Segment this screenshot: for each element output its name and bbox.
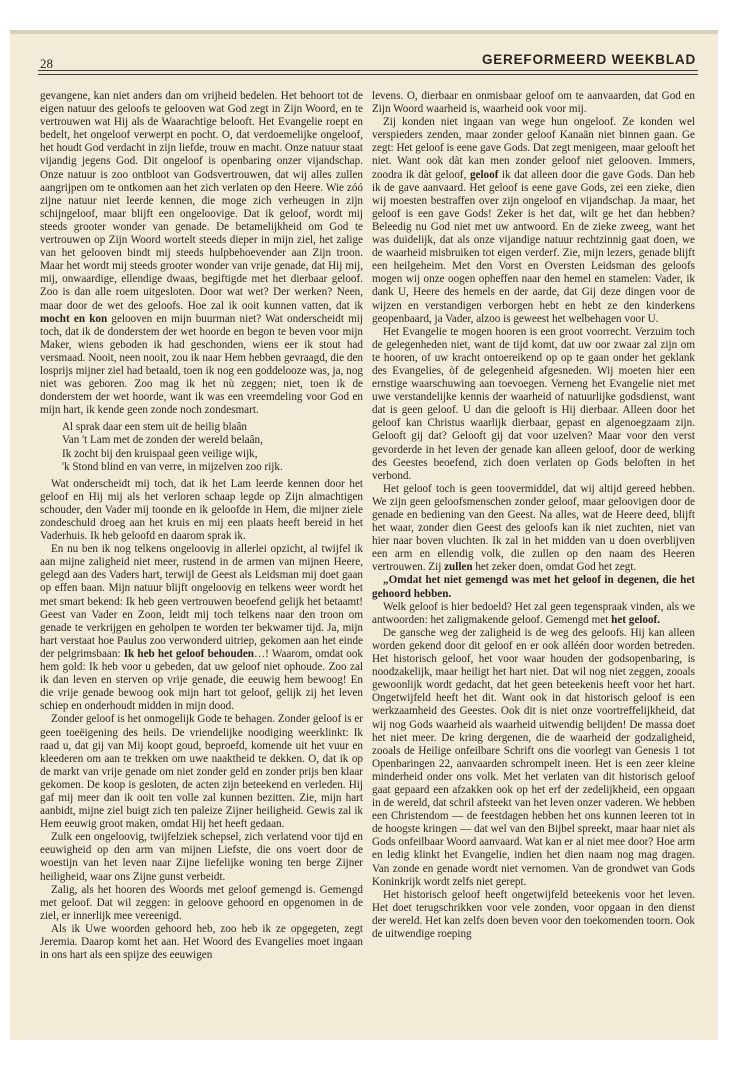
header-rule-thin xyxy=(38,74,698,75)
paragraph: En nu ben ik nog telkens ongeloovig in allerlei opzicht, al twijfel ik aan mijne zaligheid niet meer, rustend in de armen van mijnen Heere, gelegd aan des Vaders hart, terwijl de Geest als Leidsman mij doet gaan op effen baan. Mijn natuur blijft ongeloovig en telkens weer wordt het met smart bekend: Ik heb geen vertrouwen beoefend gelijk het betaamt! Geest van Vader en Zoon, leidt mij toch telkens naar den troon om genade te verkrijgen en geholpen te worden ter bekwamer tijd. Ja, mijn hart verstaat hoe Paulus zoo verwonderd uitriep, gekomen aan het einde der pelgrimsbaan: Ik heb het geloof behouden…! Waarom, omdat ook hem gold: Ik heb voor u gebeden, dat uw geloof niet ophoude. Zoo zal ik dan leven en sterven op vrije genade, die eeuwig hem bewoog! En die vrije genade bewoog ook mijn hart tot geloof, gelijk zij het leven schiep en onderhoudt midden in mijn dood. xyxy=(40,543,363,713)
poem-stanza xyxy=(62,421,363,473)
header-rule-thick xyxy=(38,70,698,71)
journal-page xyxy=(10,30,718,1040)
scripture-quote: „Omdat het niet gemengd was met het geloof in degenen, die het gehoord hebben. xyxy=(372,574,695,600)
paragraph: Welk geloof is hier bedoeld? Het zal geen tegenspraak vinden, als we antwoorden: het zaligmakende geloof. Gemengd met het geloof. xyxy=(372,600,695,626)
right-column xyxy=(372,90,695,941)
paragraph: Als ik Uwe woorden gehoord heb, zoo heb ik ze opgegeten, zegt Jeremia. Daarop komt het aan. Het Woord des Evangelies moet ingaan in ons hart als een spijze des eeuwigen xyxy=(40,922,363,962)
page-number: 28 xyxy=(40,56,53,71)
journal-title: GEREFORMEERD WEEKBLAD xyxy=(481,52,696,67)
poem-line: 'k Stond blind en van verre, in mijzelven zoo rijk. xyxy=(62,460,283,473)
left-column xyxy=(40,90,363,962)
paragraph: De gansche weg der zaligheid is de weg des geloofs. Hij kan alleen worden gekend door dit geloof en er ook alléén door worden betreden. Het historisch geloof, het voor waar houden der godsopenbaring, is noodzakelijk, maar heiligt het hart niet. Dat wil nog niet zeggen, zooals gewoonlijk wordt gedacht, dat het geen beteekenis heeft voor het hart. Ongetwijfeld heeft het dit. Want ook in dat historisch geloof is een werkzaamheid des Geestes. Ook dit is niet onze voortreffelijkheid, dat wij nog Gods waarheid als waarheid uitwendig belijden! De massa doet het niet meer. De kring dergenen, die de waarheid der godzaligheid, zooals de Heilige onfeilbare Schrift ons die voorlegt van Genesis 1 tot Openbaringen 22, aanvaarden schrompelt ineen. Het is een zeer kleine minderheid onder ons volk. Met het verlaten van dit historisch geloof gaat gepaard een afzakken ook op het erf der zedelijkheid, een opgaan in de wereld, dat schril afsteekt van het leven onzer vaderen. We hebben een Christendom — de feestdagen hebben het ons kunnen leeren tot in de hoogste kringen — dat wel van den Bijbel spreekt, maar haar niet als Gods onfeilbaar Woord aanvaard. Wat kan er al niet mee door? Hoe arm en ledig klinkt het Evangelie, indien het dien naam nog mag dragen. Van zonde en genade wordt niet vernomen. Van de grondwet van Gods Koninkrijk wordt zelfs niet gerept. xyxy=(372,626,695,888)
paragraph: Zulk een ongeloovig, twijfelziek schepsel, zich verlatend voor tijd en eeuwigheid op den arm van mijnen Liefste, die ons voert door de woestijn van het leven naar Zijne liefelijke woning ten berge Zijner heiligheid, waar ons Zijne gunst verbeidt. xyxy=(40,831,363,883)
paragraph: gevangene, kan niet anders dan om vrijheid bedelen. Het behoort tot de eigen natuur des geloofs te gelooven wat God zegt in Zijn Woord, en te vertrouwen wat Hij als de Waarachtige belooft. Het Evangelie roept en bedelt, het ongeloof verwerpt en pocht. O, dat verdoemelijke ongeloof, het houdt God verdacht in zijn liefde, trouw en macht. Onze natuur staat vijandig jegens God. Dit ongeloof is openbaring onzer vijandschap. Onze natuur is zoo ontbloot van Godsvertrouwen, dat wij alles zullen aangrijpen om te ontkomen aan het zich verlaten op den Heere. Wie zóó zijne natuur niet leerde kennen, die moge zich verheugen in zijn schijngeloof, maar blijft een ongeloovige. Dat ik geloof, wordt mij steeds grooter wonder van genade. De betamelijkheid om God te vertrouwen op Zijn Woord wortelt steeds dieper in mijn ziel, het zalige van het gelooven bindt mij steeds hulpbehoevender aan Zijn troon. Maar het wordt mij steeds grooter wonder van vrije genade, dat Hij mij, mij, onwaardige, ellendige dwaas, begiftigde met het dierbaar geloof. Zoo is dan alle roem uitgesloten. Door wat wet? Der werken? Neen, maar door de wet des geloofs. Hoe zal ik ooit kunnen vatten, dat ik mocht en kon gelooven en mijn buurman niet? Wat onderscheidt mij toch, dat ik de donderstem der wet hoorde en begon te beven voor mijn Maker, wiens geboden ik had geschonden, wiens eer ik stout had versmaad. Nooit, neen nooit, zou ik naar Hem hebben gevraagd, die den losprijs mijner ziel had betaald, toen ik nog een goddelooze was, ja, nog niet was geboren. Zoo mag ik het nù zeggen; niet, toen ik de donderstem der wet hoorde, want ik was een vreemdeling voor God en mijn hart, ik kende geen zonde noch zondesmart. xyxy=(40,90,363,417)
paragraph: Zij konden niet ingaan van wege hun ongeloof. Ze konden wel verspieders zenden, maar zonder geloof Kanaän niet binnen gaan. Ge zegt: Het geloof is eene gave Gods. Dat zegt menigeen, maar gelooft het niet. Want ook dàt kan men zonder geloof niet gelooven. Immers, zoodra ik dàt geloof, geloof ik dat alleen door die gave Gods. Dan heb ik de gave aanvaard. Het geloof is eene gave Gods, zei een zieke, dien wij moesten bestraffen over zijn ongeloof en vijandschap. Ja maar, het geloof is een gave Gods! Zeker is het dat, wilt ge het dan hebben? Beleedig nu God niet met uw antwoord. En de zieke zweeg, want het was duidelijk, dat als onze vijandige natuur rechtzinnig gaat doen, we de waarheid misbruiken tot eigen verderf. Zie, mijn lezers, genade blijft een heilgeheim. Met den Vorst en Oversten Leidsman des geloofs mogen wij onze oogen opheffen naar den hemel en stamelen: Vader, ik dank U, Heere des hemels en der aarde, dat Gij deze dingen voor de wijzen en verstandigen verborgen hebt en hebt ze den kinderkens geopenbaard, ja Vader, alzoo is geweest het welbehagen voor U. xyxy=(372,116,695,325)
paragraph: Wat onderscheidt mij toch, dat ik het Lam leerde kennen door het geloof en Hij mij als het verloren schaap legde op Zijn almachtigen schouder, den Vader mij toonde en ik geloofde in Hem, die mijner ziele zondeschuld droeg aan het kruis en mij een plaats heeft bereid in het Vaderhuis. Ik heb geloofd en daarom sprak ik. xyxy=(40,477,363,543)
paragraph: Het Evangelie te mogen hooren is een groot voorrecht. Verzuim toch de gelegenheden niet, want de tijd komt, dat uw oor zwaar zal zijn om te hooren, of uw kracht ontoereikend op op te gaan onder het geklank des Evangelies, òf de gelegenheid afgesneden. Wij moeten hier een ernstige waarschuwing aan toevoegen. Verneng het Evangelie niet met uwe verstandelijke kennis der waarheid of natuurlijke godsdienst, want dat is geen geloof. U dan die gelooft is Hij dierbaar. Alleen door het geloof kan Christus waarlijk dierbaar, gepast en algenoegzaam zijn. Gelooft gij dat? Gelooft gij dat voor uzelven? Maar voor den verst gevorderde in het leven der genade kan alleen geloof, door de werking des Geestes beoefend, zich doen verlaten op Gods beloften in het verbond. xyxy=(372,325,695,482)
paragraph: Zalig, als het hooren des Woords met geloof gemengd is. Gemengd met geloof. Dat wil zeggen: in geloove gehoord en opgenomen in de ziel, er innerlijk mee vereenigd. xyxy=(40,883,363,922)
poem-line: Ik zocht bij den kruispaal geen veilige wijk, xyxy=(62,447,258,460)
paragraph: Het geloof toch is geen toovermiddel, dat wij altijd gereed hebben. We zijn geen geloofsmenschen zonder geloof, maar geloovigen door de genade en bediening van den Geest. Na alles, wat de Heere deed, blijft het waar, zonder dien Geest des geloofs kan ik niet zuchten, niet van hier naar boven vluchten. Ik zal in het midden van u doen overblijven een arm en ellendig volk, die zullen op den naam des Heeren vertrouwen. Zij zullen het zeker doen, omdat God het zegt. xyxy=(372,482,695,574)
paragraph: levens. O, dierbaar en onmisbaar geloof om te aanvaarden, dat God en Zijn Woord waarheid is, waarheid ook voor mij. xyxy=(372,90,695,116)
poem-line: Van 't Lam met de zonden der wereld belaân, xyxy=(62,434,263,447)
scan-edge xyxy=(10,30,718,34)
paragraph: Het historisch geloof heeft ongetwijfeld beteekenis voor het leven. Het doet terugschrikken voor vele zonden, voor opgaan in den dienst der wereld. Het kan zelfs doen beven voor den toekomenden toorn. Ook de uitwendige roeping xyxy=(372,888,695,940)
paragraph: Zonder geloof is het onmogelijk Gode te behagen. Zonder geloof is er geen toeëigening des heils. De vriendelijke noodiging weerklinkt: Ik raad u, dat gij van Mij koopt goud, beproefd, komende uit het vuur en kleederen om aan te trekken om uwe naaktheid te dekken. O, dat ik op de markt van vrije genade om niet zonder geld en zonder prijs ben klaar gekomen. De koop is gesloten, de acten zijn beteekend en verleden. Hij gaf mij meer dan ik ooit ten volle zal kunnen bezitten. Zie, mijn hart aanbidt, mijne ziel buigt zich ten paleize Zijner heiligheid. Gewis zal ik Hem eeuwig groot maken, omdat Hij het heeft gedaan. xyxy=(40,713,363,831)
poem-line: Al sprak daar een stem uit de heilig blaân xyxy=(62,421,247,434)
